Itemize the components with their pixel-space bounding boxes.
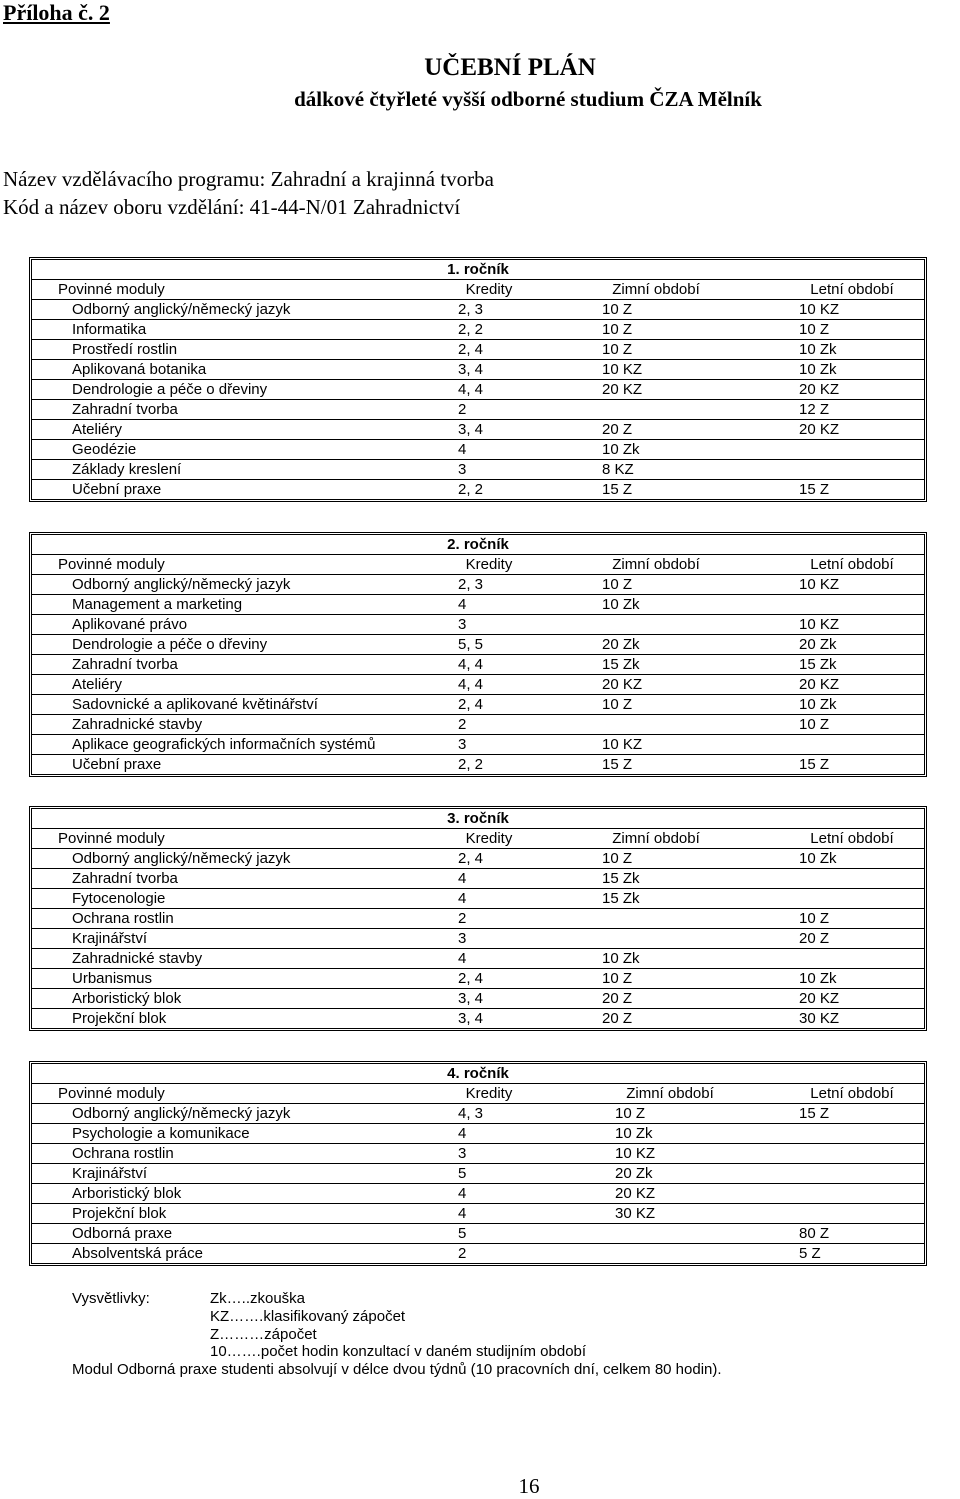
module-cell: Odborný anglický/německý jazyk [72,850,291,867]
column-header-credits: Kredity [465,281,513,298]
summer-cell: 12 Z [799,401,830,418]
table-row [32,1183,924,1203]
module-cell: Aplikované právo [72,616,188,633]
credits-cell: 3 [458,736,467,753]
summer-cell: 20 KZ [799,421,840,438]
credits-cell: 2 [458,716,467,733]
table-row [32,1008,924,1028]
winter-cell: 20 Z [602,1010,633,1027]
table-row [32,1203,924,1223]
winter-cell: 10 Z [602,301,633,318]
winter-cell: 10 KZ [602,361,643,378]
page-title: UČEBNÍ PLÁN [424,54,596,81]
summer-cell: 20 KZ [799,381,840,398]
summer-cell: 20 Z [799,930,830,947]
module-cell: Zahradní tvorba [72,870,178,887]
module-cell: Ochrana rostlin [72,1145,174,1162]
module-cell: Arboristický blok [72,990,182,1007]
summer-cell: 10 Zk [799,696,837,713]
column-header-winter: Zimní období [612,830,700,847]
table-row [32,714,924,734]
credits-cell: 4 [458,950,467,967]
module-cell: Učební praxe [72,481,162,498]
module-cell: Absolventská práce [72,1245,203,1262]
credits-cell: 2, 2 [458,321,484,338]
winter-cell: 10 Z [615,1105,646,1122]
module-cell: Aplikovaná botanika [72,361,207,378]
summer-cell: 30 KZ [799,1010,840,1027]
winter-cell: 10 Z [602,970,633,987]
credits-cell: 2, 2 [458,481,484,498]
summer-cell: 10 Zk [799,341,837,358]
module-cell: Aplikace geografických informačních systémů [72,736,376,753]
winter-cell: 10 Z [602,576,633,593]
column-header-credits: Kredity [465,1085,513,1102]
table-row [32,459,924,479]
credits-cell: 4, 4 [458,676,484,693]
credits-cell: 2, 4 [458,341,484,358]
credits-cell: 2 [458,401,467,418]
table-row [32,908,924,928]
credits-cell: 4 [458,1205,467,1222]
table-row [32,339,924,359]
table-row [32,754,924,774]
year-title-row [32,260,924,279]
credits-cell: 4 [458,870,467,887]
winter-cell: 20 KZ [602,676,643,693]
column-header-winter: Zimní období [626,1085,714,1102]
year-title: 3. ročník [447,810,509,827]
credits-cell: 2, 4 [458,850,484,867]
module-cell: Zahradnické stavby [72,716,203,733]
legend-item: KZ…….klasifikovaný zápočet [210,1308,406,1325]
summer-cell: 10 Z [799,910,830,927]
table-row [32,614,924,634]
summer-cell: 15 Z [799,1105,830,1122]
winter-cell: 20 Z [602,421,633,438]
summer-cell: 10 Zk [799,970,837,987]
table-row [32,1123,924,1143]
summer-cell: 15 Z [799,756,830,773]
winter-cell: 10 Z [602,341,633,358]
credits-cell: 2 [458,1245,467,1262]
module-cell: Odborný anglický/německý jazyk [72,576,291,593]
column-header-module: Povinné moduly [58,830,165,847]
year-title: 4. ročník [447,1065,509,1082]
winter-cell: 20 Zk [615,1165,653,1182]
credits-cell: 2, 4 [458,970,484,987]
credits-cell: 3 [458,461,467,478]
page-subtitle: dálkové čtyřleté vyšší odborné studium ČZA Mělník [294,87,762,111]
credits-cell: 4 [458,1185,467,1202]
program-name: Název vzdělávacího programu: Zahradní a krajinná tvorba [3,167,494,191]
credits-cell: 2, 3 [458,301,484,318]
module-cell: Arboristický blok [72,1185,182,1202]
summer-cell: 15 Z [799,481,830,498]
winter-cell: 15 Zk [602,870,640,887]
module-cell: Projekční blok [72,1205,167,1222]
module-cell: Informatika [72,321,147,338]
module-cell: Učební praxe [72,756,162,773]
year-table-2 [29,532,927,777]
module-cell: Geodézie [72,441,137,458]
winter-cell: 20 Zk [602,636,640,653]
module-cell: Zahradní tvorba [72,401,178,418]
module-cell: Odborná praxe [72,1225,173,1242]
credits-cell: 4 [458,1125,467,1142]
credits-cell: 4 [458,596,467,613]
summer-cell: 10 KZ [799,301,840,318]
table-header-row [32,828,924,848]
table-row [32,379,924,399]
winter-cell: 8 KZ [602,461,634,478]
year-title-row [32,809,924,828]
credits-cell: 3 [458,930,467,947]
summer-cell: 80 Z [799,1225,830,1242]
legend-item: 10…….počet hodin konzultací v daném studijním období [210,1343,587,1360]
module-cell: Krajinářství [72,930,148,947]
credits-cell: 2, 4 [458,696,484,713]
table-row [32,634,924,654]
summer-cell: 20 KZ [799,990,840,1007]
credits-cell: 3 [458,616,467,633]
winter-cell: 10 Z [602,696,633,713]
table-row [32,734,924,754]
winter-cell: 20 Z [602,990,633,1007]
field-code: Kód a název oboru vzdělání: 41-44-N/01 Zahradnictví [3,195,461,219]
table-row [32,594,924,614]
module-cell: Prostředí rostlin [72,341,178,358]
table-header-row [32,554,924,574]
module-cell: Fytocenologie [72,890,166,907]
table-row [32,868,924,888]
winter-cell: 10 Zk [602,441,640,458]
legend-item: Zk…..zkouška [210,1290,306,1307]
credits-cell: 4, 3 [458,1105,484,1122]
credits-cell: 3, 4 [458,361,484,378]
credits-cell: 2, 3 [458,576,484,593]
year-table-1 [29,257,927,502]
table-row [32,928,924,948]
summer-cell: 10 Zk [799,361,837,378]
module-cell: Ateliéry [72,676,123,693]
winter-cell: 10 KZ [602,736,643,753]
credits-cell: 5 [458,1165,467,1182]
table-row [32,1103,924,1123]
column-header-winter: Zimní období [612,281,700,298]
table-row [32,319,924,339]
credits-cell: 2, 2 [458,756,484,773]
table-row [32,988,924,1008]
table-row [32,1163,924,1183]
table-row [32,479,924,499]
table-row [32,1223,924,1243]
winter-cell: 10 Zk [602,950,640,967]
year-title: 1. ročník [447,261,509,278]
column-header-module: Povinné moduly [58,281,165,298]
table-row [32,1143,924,1163]
table-header-row [32,279,924,299]
winter-cell: 20 KZ [615,1185,656,1202]
winter-cell: 10 Zk [602,596,640,613]
credits-cell: 2 [458,910,467,927]
credits-cell: 4 [458,441,467,458]
winter-cell: 15 Z [602,481,633,498]
legend-heading: Vysvětlivky: [72,1290,150,1307]
table-row [32,419,924,439]
column-header-winter: Zimní období [612,556,700,573]
summer-cell: 10 KZ [799,616,840,633]
table-row [32,848,924,868]
credits-cell: 5 [458,1225,467,1242]
summer-cell: 20 KZ [799,676,840,693]
legend-item: Z………zápočet [210,1326,317,1343]
winter-cell: 15 Zk [602,656,640,673]
module-cell: Zahradnické stavby [72,950,203,967]
table-row [32,888,924,908]
winter-cell: 15 Zk [602,890,640,907]
module-cell: Ochrana rostlin [72,910,174,927]
winter-cell: 10 Z [602,321,633,338]
column-header-credits: Kredity [465,830,513,847]
module-cell: Odborný anglický/německý jazyk [72,1105,291,1122]
winter-cell: 10 Z [602,850,633,867]
module-cell: Dendrologie a péče o dřeviny [72,636,268,653]
table-header-row [32,1083,924,1103]
table-row [32,968,924,988]
winter-cell: 20 KZ [602,381,643,398]
table-row [32,694,924,714]
summer-cell: 10 Z [799,321,830,338]
summer-cell: 10 Zk [799,850,837,867]
credits-cell: 4 [458,890,467,907]
year-title-row [32,1064,924,1083]
column-header-module: Povinné moduly [58,1085,165,1102]
table-row [32,359,924,379]
winter-cell: 30 KZ [615,1205,656,1222]
year-table-4 [29,1061,927,1266]
page-number: 16 [518,1474,540,1498]
legend-note: Modul Odborná praxe studenti absolvují v délce dvou týdnů (10 pracovních dní, celkem 80 hodin). [72,1361,722,1378]
column-header-summer: Letní období [810,1085,894,1102]
column-header-summer: Letní období [810,556,894,573]
winter-cell: 10 Zk [615,1125,653,1142]
table-row [32,399,924,419]
winter-cell: 15 Z [602,756,633,773]
summer-cell: 10 Z [799,716,830,733]
credits-cell: 5, 5 [458,636,484,653]
column-header-summer: Letní období [810,830,894,847]
table-row [32,1243,924,1263]
module-cell: Psychologie a komunikace [72,1125,250,1142]
column-header-credits: Kredity [465,556,513,573]
summer-cell: 5 Z [799,1245,821,1262]
column-header-summer: Letní období [810,281,894,298]
module-cell: Zahradní tvorba [72,656,178,673]
winter-cell: 10 KZ [615,1145,656,1162]
year-table-3 [29,806,927,1031]
summer-cell: 10 KZ [799,576,840,593]
credits-cell: 3, 4 [458,990,484,1007]
table-row [32,674,924,694]
module-cell: Urbanismus [72,970,153,987]
credits-cell: 3, 4 [458,1010,484,1027]
module-cell: Krajinářství [72,1165,148,1182]
table-row [32,439,924,459]
module-cell: Projekční blok [72,1010,167,1027]
table-row [32,654,924,674]
year-title-row [32,535,924,554]
annex-label: Příloha č. 2 [3,0,110,25]
year-title: 2. ročník [447,536,509,553]
module-cell: Management a marketing [72,596,243,613]
module-cell: Základy kreslení [72,461,182,478]
table-row [32,948,924,968]
summer-cell: 20 Zk [799,636,837,653]
column-header-module: Povinné moduly [58,556,165,573]
module-cell: Ateliéry [72,421,123,438]
module-cell: Dendrologie a péče o dřeviny [72,381,268,398]
summer-cell: 15 Zk [799,656,837,673]
module-cell: Sadovnické a aplikované květinářství [72,696,318,713]
credits-cell: 3, 4 [458,421,484,438]
credits-cell: 4, 4 [458,381,484,398]
module-cell: Odborný anglický/německý jazyk [72,301,291,318]
table-row [32,299,924,319]
credits-cell: 3 [458,1145,467,1162]
credits-cell: 4, 4 [458,656,484,673]
table-row [32,574,924,594]
